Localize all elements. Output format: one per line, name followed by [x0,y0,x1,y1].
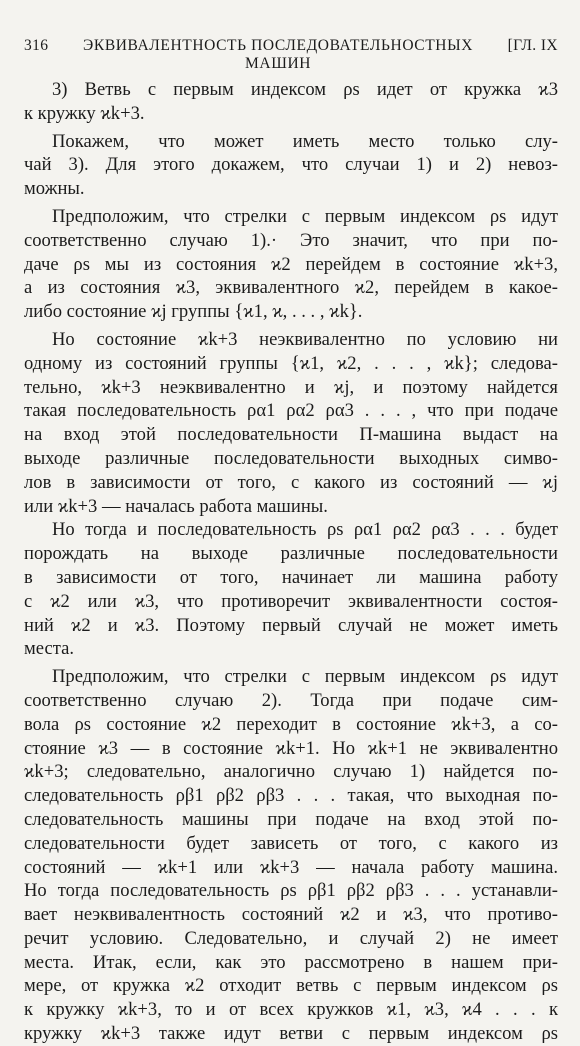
text-line: одному из состояний группы {ϰ1, ϰ2, . . . , ϰk}; следова- [24,352,558,374]
text-line: ний ϰ2 и ϰ3. Поэтому первый случай не может иметь [24,614,558,636]
text-line: соответственно случаю 1).· Это значит, что при по- [24,229,558,251]
text-line: 3) Ветвь с первым индексом ρs идет от кружка ϰ3 [52,79,558,100]
chapter-marker: [ГЛ. IX [507,37,558,54]
text-line: Но состояние ϰk+3 неэквивалентно по условию ни [52,328,558,350]
text-line: места. Итак, если, как это рассмотрено в нашем при- [24,951,558,973]
text-line: такая последовательность ρα1 ρα2 ρα3 . . . , что при подаче [24,400,558,422]
text-line: мере, от кружка ϰ2 отходит ветвь с первым индексом ρs [24,975,558,997]
text-line: тельно, ϰk+3 неэквивалентно и ϰj, и поэтому найдется [24,376,558,398]
text-line: а из состояния ϰ3, эквивалентного ϰ2, перейдем в какое- [24,277,558,299]
running-title: ЭКВИВАЛЕНТНОСТЬ ПОСЛЕДОВАТЕЛЬНОСТНЫХ МАШИН [83,37,474,72]
text-line: Предположим, что стрелки с первым индексом ρs идут [52,666,558,688]
text-line: Но тогда последовательность ρs ρβ1 ρβ2 ρβ3 . . . устанавли- [24,880,558,902]
text-line: на вход этой последовательности П-машина выдаст на [24,424,558,446]
text-line: к кружку ϰk+3. [24,102,145,124]
text-line: речит условию. Следовательно, и случай 2) не имеет [24,927,558,949]
page-number: 316 [24,37,49,54]
text-line: или ϰk+3 — началась работа машины. [24,495,328,517]
text-line: порождать на выходе различные последовательности [24,543,558,565]
text-line: Но тогда и последовательность ρs ρα1 ρα2 ρα3 . . . будет [52,519,558,541]
text-line: чай 3). Для этого докажем, что случаи 1) и 2) невоз- [24,154,558,176]
text-line: в зависимости от того, начинает ли машина работу [24,566,558,588]
body-text [24,78,558,1046]
text-line: следовательности будет зависеть от того, с какого из [24,832,558,854]
text-line: соответственно случаю 2). Тогда при подаче сим- [24,689,558,711]
text-line: Предположим, что стрелки с первым индексом ρs идут [52,205,558,227]
text-line: к кружку ϰk+3, то и от всех кружков ϰ1, ϰ3, ϰ4 . . . к [24,999,558,1021]
text-line: состояний — ϰk+1 или ϰk+3 — начала работу машина. [24,856,558,878]
text-line: даче ρs мы из состояния ϰ2 перейдем в состояние ϰk+3, [24,253,558,275]
text-line: ϰk+3; следовательно, аналогично случаю 1) найдется по- [24,761,558,783]
text-line: либо состояние ϰj группы {ϰ1, ϰ, . . . , ϰk}. [24,301,363,323]
text-line: кружку ϰk+3 также идут ветви с первым индексом ρs [24,1023,558,1045]
text-line: с ϰ2 или ϰ3, что противоречит эквивалентности состоя- [24,590,558,612]
text-line: следовательность машины при подаче на вход этой по- [24,808,558,830]
text-line: места. [24,638,74,660]
text-line: выходе различные последовательности выходных симво- [24,447,558,469]
text-line: Покажем, что может иметь место только слу- [52,130,558,152]
running-head [24,37,558,73]
text-line: стояние ϰ3 — в состояние ϰk+1. Но ϰk+1 не эквивалентно [24,737,558,759]
text-line: вола ρs состояние ϰ2 переходит в состояние ϰk+3, а со- [24,713,558,735]
text-line: следовательность ρβ1 ρβ2 ρβ3 . . . такая, что выходная по- [24,785,558,807]
text-line: можны. [24,178,85,200]
text-line: вает неэквивалентность состояний ϰ2 и ϰ3, что противо- [24,904,558,926]
text-line: лов в зависимости от того, с какого из состояний — ϰj [24,471,558,493]
